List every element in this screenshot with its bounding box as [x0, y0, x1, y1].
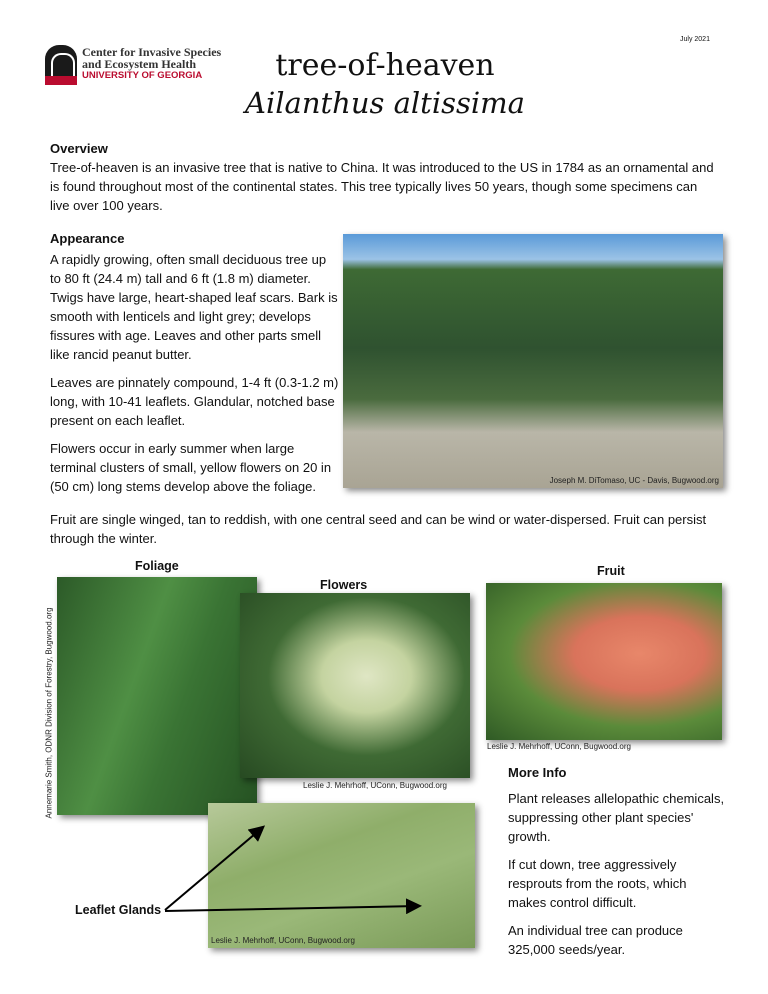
more-info-paragraph: If cut down, tree aggressively resprouts from the roots, which makes control difficult. — [508, 857, 687, 910]
leaflet-glands-label: Leaflet Glands — [75, 903, 162, 917]
fruit-text: Fruit are single winged, tan to reddish, with one central seed and can be wind or water-dispersed. Fruit can persist through the winter. — [50, 512, 707, 546]
org-name-line1: Center for Invasive Species — [82, 45, 222, 59]
foliage-photo-credit: Annemarie Smith, ODNR Division of Forestry, Bugwood.org — [44, 607, 54, 819]
page-title: tree-of-heaven — [275, 48, 495, 83]
flowers-label: Flowers — [320, 578, 368, 592]
date: July 2021 — [680, 36, 710, 43]
appearance-paragraph: Leaves are pinnately compound, 1-4 ft (0.3-1.2 m) long, with 10-41 leaflets. Glandular, notched base present on each leaflet. — [50, 375, 339, 428]
more-info-paragraph: Plant releases allelopathic chemicals, suppressing other plant species' growth. — [508, 791, 725, 844]
foliage-label: Foliage — [135, 559, 179, 573]
overview-heading: Overview — [50, 141, 108, 156]
university-name: UNIVERSITY OF GEORGIA — [82, 70, 203, 81]
more-info-heading: More Info — [508, 765, 567, 780]
scientific-name: Ailanthus altissima — [245, 86, 525, 120]
appearance-paragraph: A rapidly growing, often small deciduous tree up to 80 ft (24.4 m) tall and 6 ft (1.8 m) diameter. Twigs have large, heart-shaped leaf scars. Bark is smooth with lenticels and light grey; develops fissures with age. Leaves and other parts smell like rancid peanut butter. — [50, 252, 338, 362]
flowers-photo-credit: Leslie J. Mehrhoff, UConn, Bugwood.org — [303, 781, 447, 790]
org-name-line2: and Ecosystem Health — [82, 57, 196, 71]
appearance-heading: Appearance — [50, 231, 125, 246]
tree-photo-credit: Joseph M. DiTomaso, UC - Davis, Bugwood.org — [549, 476, 719, 485]
glands-photo-credit: Leslie J. Mehrhoff, UConn, Bugwood.org — [211, 936, 355, 945]
appearance-paragraph: Flowers occur in early summer when large terminal clusters of small, yellow flowers on 20 in (50 cm) long stems develop above the foliage. — [50, 441, 332, 494]
fruit-label: Fruit — [597, 564, 625, 578]
more-info-paragraph: An individual tree can produce 325,000 seeds/year. — [508, 923, 683, 957]
fruit-photo-credit: Leslie J. Mehrhoff, UConn, Bugwood.org — [487, 742, 631, 751]
overview-text: Tree-of-heaven is an invasive tree that is native to China. It was introduced to the US in 1784 as an ornamental and is found throughout most of the continental states. This tree typically lives 50 years, though some specimens can live over 100 years. — [50, 160, 714, 213]
